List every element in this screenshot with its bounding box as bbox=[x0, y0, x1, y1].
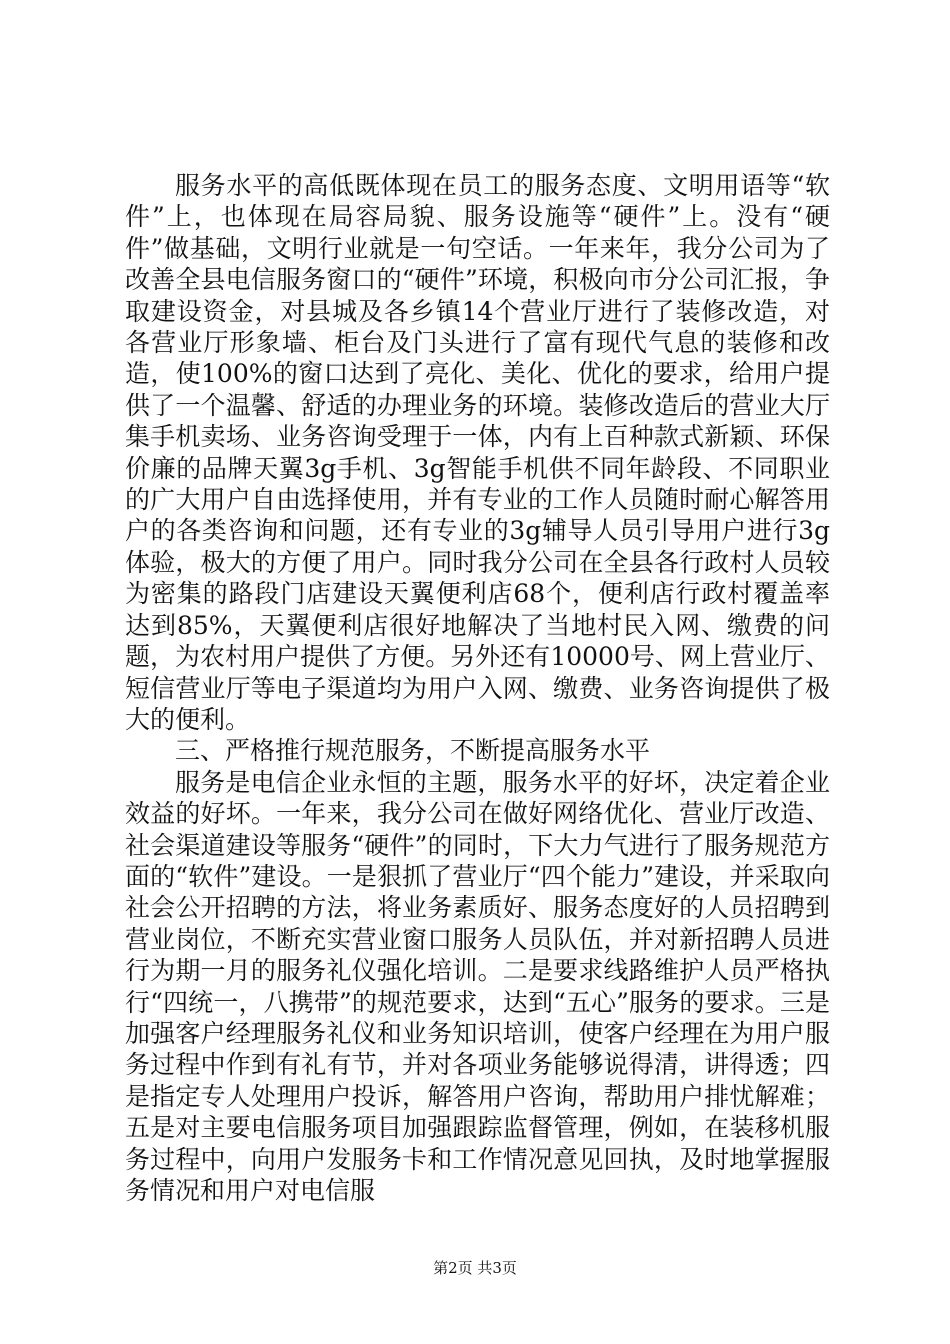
page-number-footer: 第2页 共3页 bbox=[433, 1259, 517, 1277]
body-paragraph: 服务水平的高低既体现在员工的服务态度、文明用语等“软件”上，也体现在局容局貌、服务设施等“硬件”上。没有“硬件”做基础，文明行业就是一句空话。一年来年，我分公司为了改善全县电信服务窗口的“硬件”环境，积极向市分公司汇报，争取建设资金，对县城及各乡镇14个营业厅进行了装修改造，对各营业厅形象墙、柜台及门头进行了富有现代气息的装修和改造，使100%的窗口达到了亮化、美化、优化的要求，给用户提供了一个温馨、舒适的办理业务的环境。装修改造后的营业大厅集手机卖场、业务咨询受理于一体，内有上百种款式新颖、环保价廉的品牌天翼3g手机、3g智能手机供不同年龄段、不同职业的广大用户自由选择使用，并有专业的工作人员随时耐心解答用户的各类咨询和问题，还有专业的3g辅导人员引导用户进行3g体验，极大的方便了用户。同时我分公司在全县各行政村人员较为密集的路段门店建设天翼便利店68个，便利店行政村覆盖率达到85%，天翼便利店很好地解决了当地村民入网、缴费的问题，为农村用户提供了方便。另外还有10000号、网上营业厅、短信营业厅等电子渠道均为用户入网、缴费、业务咨询提供了极大的便利。 bbox=[125, 171, 830, 734]
body-paragraph: 服务是电信企业永恒的主题，服务水平的好坏，决定着企业效益的好坏。一年来，我分公司在做好网络优化、营业厅改造、社会渠道建设等服务“硬件”的同时，下大力气进行了服务规范方面的“软件”建设。一是狠抓了营业厅“四个能力”建设，并采取向社会公开招聘的方法，将业务素质好、服务态度好的人员招聘到营业岗位，不断充实营业窗口服务人员队伍，并对新招聘人员进行为期一月的服务礼仪强化培训。二是要求线路维护人员严格执行“四统一，八携带”的规范要求，达到“五心”服务的要求。三是加强客户经理服务礼仪和业务知识培训，使客户经理在为用户服务过程中作到有礼有节，并对各项业务能够说得清，讲得透；四是指定专人处理用户投诉，解答用户咨询，帮助用户排忧解难；五是对主要电信服务项目加强跟踪监督管理，例如，在装移机服务过程中，向用户发服务卡和工作情况意见回执，及时地掌握服务情况和用户对电信服 bbox=[125, 767, 830, 1205]
document-body bbox=[125, 170, 830, 1206]
section-heading: 三、严格推行规范服务，不断提高服务水平 bbox=[175, 736, 651, 766]
